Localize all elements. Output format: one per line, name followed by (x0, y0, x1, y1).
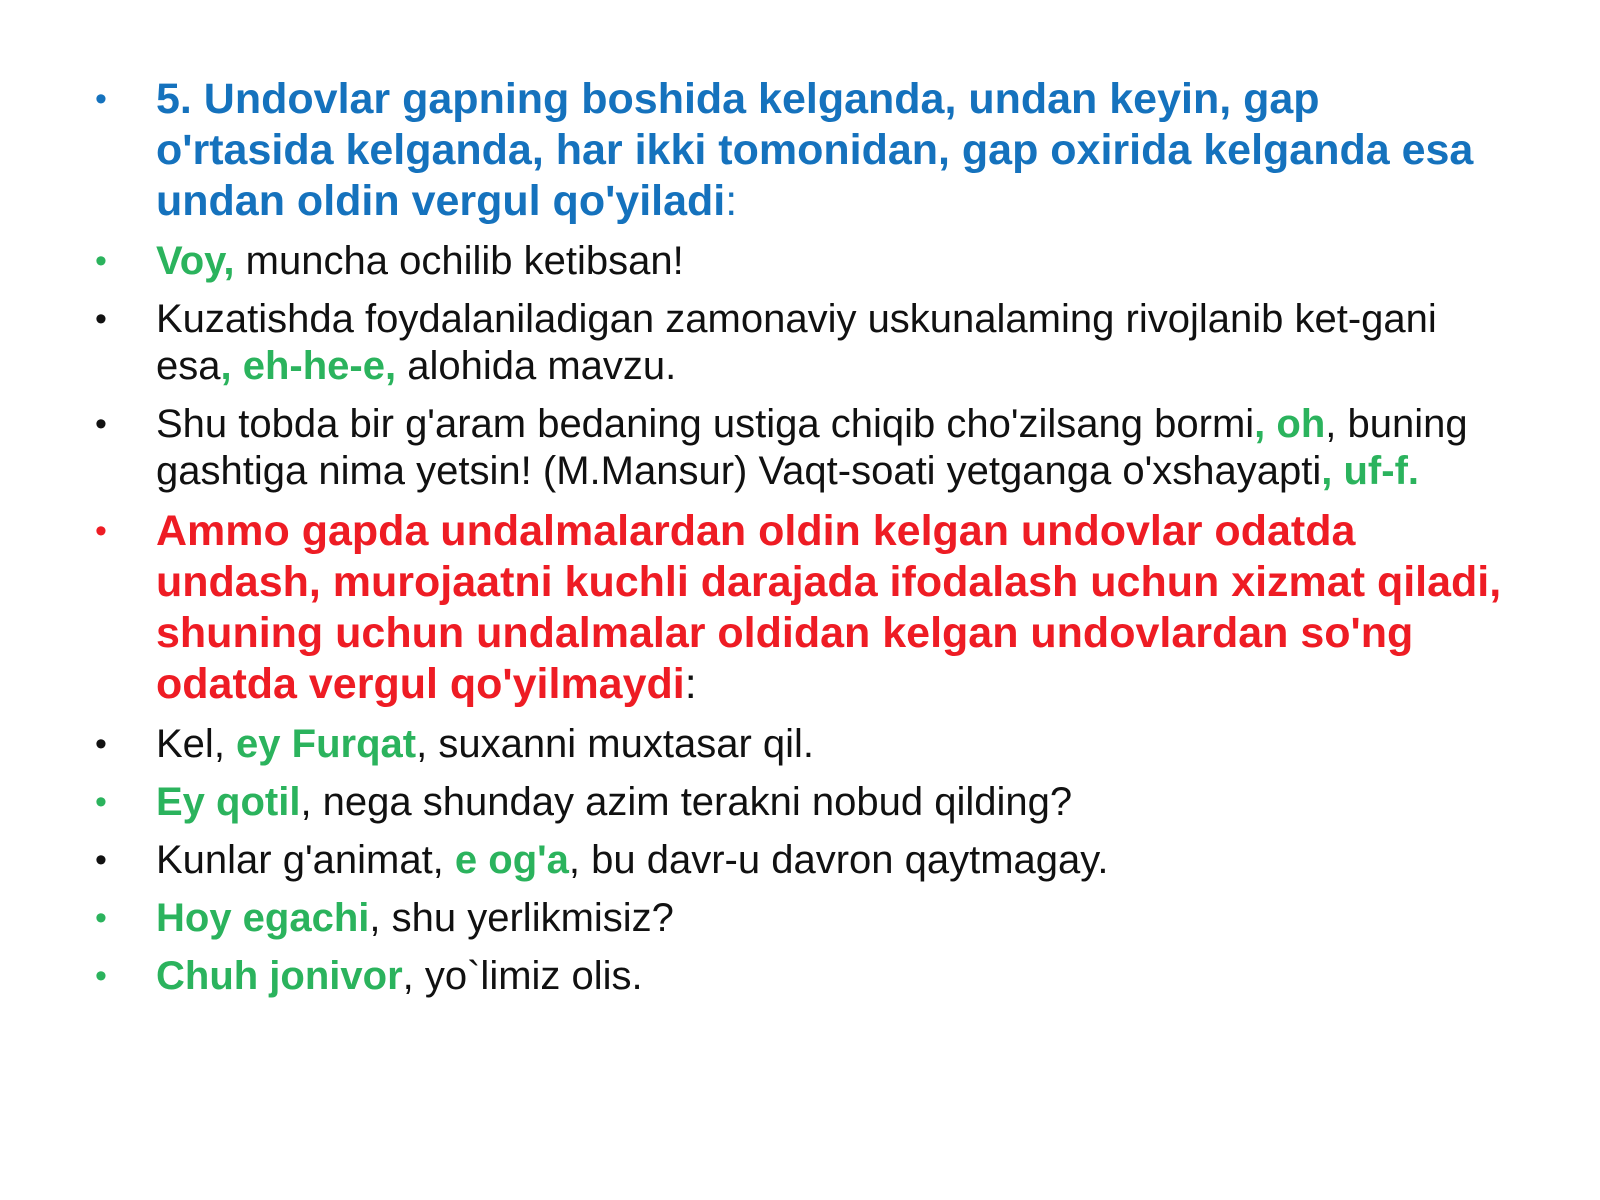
address-highlight: e og'a (454, 838, 569, 882)
rule-heading: Ammo gapda undalmalardan oldin kelgan undovlar odatda undash, murojaatni kuchli darajada ifodalash uchun xizmat qiladi, shuning uchun undalmalar oldidan kelgan undovlardan so'ng odatda vergul qo'yilmaydi (156, 507, 1502, 708)
example-text: muncha ochilib ketibsan! (234, 239, 684, 283)
interjection-highlight: , uf-f. (1321, 449, 1419, 493)
address-highlight: ey Furqat (236, 722, 417, 766)
example-text: Kunlar g'animat, (156, 838, 455, 882)
list-item-example (95, 779, 1505, 826)
list-item-example (95, 895, 1505, 942)
rule-heading: 5. Undovlar gapning boshida kelganda, undan keyin, gap o'rtasida kelganda, har ikki tomonidan, gap oxirida kelganda esa undan oldin vergul qo'yiladi (156, 75, 1474, 225)
interjection-highlight: , eh-he-e, (220, 344, 397, 388)
bullet-marker: • (95, 783, 107, 821)
address-highlight: Ey qotil (156, 780, 301, 824)
list-item-example (95, 401, 1505, 495)
example-text: , suxanni muxtasar qil. (416, 722, 815, 766)
bullet-marker: • (95, 841, 107, 879)
example-text: alohida mavzu. (396, 344, 677, 388)
address-highlight: Hoy egachi (156, 896, 370, 940)
example-text: , bu davr-u davron qaytmagay. (568, 838, 1109, 882)
rule-heading-colon: : (725, 177, 738, 225)
bullet-marker: • (95, 80, 107, 118)
list-item-example (95, 953, 1505, 1000)
example-text: , nega shunday azim terakni nobud qilding? (300, 780, 1073, 824)
list-item-example (95, 296, 1505, 390)
interjection-highlight: Voy, (156, 239, 235, 283)
list-item-example (95, 837, 1505, 884)
bullet-marker: • (95, 725, 107, 763)
example-text: , yo`limiz olis. (402, 954, 643, 998)
example-text: Kel, (156, 722, 237, 766)
list-item-rule-comma (95, 74, 1505, 227)
example-text: , buning gashtiga nima yetsin! (M.Mansur) Vaqt-soati yetganga o'xshayapti (156, 402, 1468, 493)
list-item-example (95, 721, 1505, 768)
list-item-example (95, 238, 1505, 285)
example-text: , shu yerlikmisiz? (369, 896, 674, 940)
example-text: Kuzatishda foydalaniladigan zamonaviy uskunalaming rivojlanib ket-gani esa (156, 297, 1437, 388)
rule-heading-colon: : (684, 660, 697, 708)
bullet-marker: • (95, 300, 107, 338)
bullet-marker: • (95, 242, 107, 280)
bullet-marker: • (95, 899, 107, 937)
example-text: Shu tobda bir g'aram bedaning ustiga chiqib cho'zilsang bormi (156, 402, 1255, 446)
address-highlight: Chuh jonivor (156, 954, 403, 998)
bullet-marker: • (95, 512, 107, 550)
bullet-marker: • (95, 957, 107, 995)
list-item-rule-no-comma (95, 506, 1505, 710)
interjection-highlight: , oh (1254, 402, 1326, 446)
bullet-list (95, 74, 1505, 1011)
bullet-marker: • (95, 405, 107, 443)
